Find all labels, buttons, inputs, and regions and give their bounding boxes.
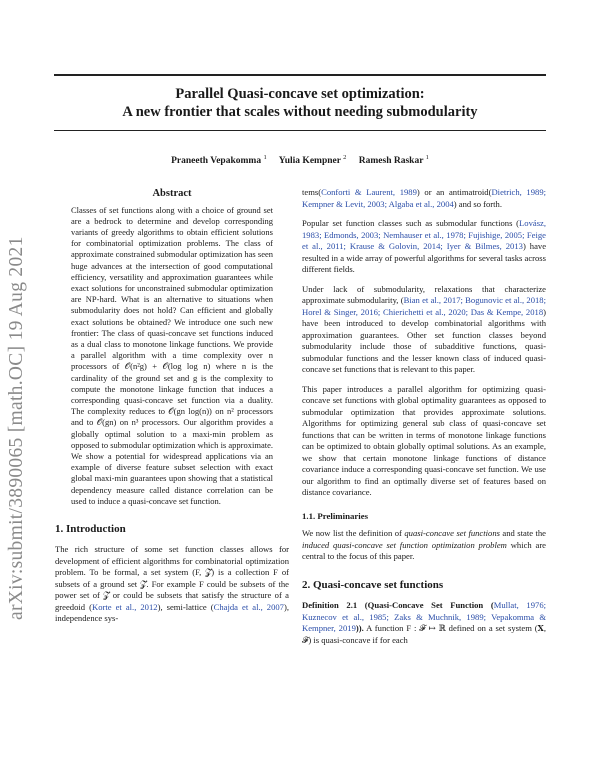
right-paragraph-2: Under lack of submodularity, relaxations that characterize approximate submodularity, (Bian et al., 2017; Bogunovic et al., 2018; Horel & Singer, 2016; Chierichetti et al., 2020; Das & Kempe, 2018) have been introduced to develop combinatorial algorithms with approximation guarantees. Other set function classes beyond submodularity include those of subadditive functions, quasi-submodular functions and the lesser known class of induced quasi-concave set functions that is relevant to this paper.	[302, 283, 546, 374]
citation-link[interactable]: Chajda et al., 2007	[213, 601, 284, 612]
arxiv-stamp: arXiv:submit/3890065 [math.OC] 19 Aug 2021	[6, 236, 27, 620]
preliminaries-paragraph: We now list the definition of quasi-concave set functions and state the induced quasi-concave set function optimization problem which are central to the focus of this paper.	[302, 528, 546, 561]
right-column	[302, 187, 546, 654]
right-paragraph-1: Popular set function classes such as submodular functions (Lovász, 1983; Edmonds, 2003; Nemhauser et al., 1978; Fujishige, 2005; Feige et al., 2011; Krause & Golovin, 2014; Iyer & Bilmes, 2013) have resulted in a wide array of powerful algorithms for several tasks across different fields.	[302, 218, 547, 274]
abstract-text: Classes of set functions along with a choice of ground set are a bedrock to determine and develop corresponding variants of greedy algorithms to obtain efficient solutions for combinatorial optimization problems. The class of approximate constrained submodular optimization has seen huge advances at the intersection of good computational efficiency, versatility and approximation guarantees while exact solutions for unconstrained submodular optimization are NP-hard. What is an alternative to situations when submodularity does not hold? Can efficient and globally exact solutions be obtained? We introduce one such new frontier: The class of quasi-concave set functions induced as a dual class to monotone linkage functions. We provide a parallel algorithm with a time complexity over n processors of 𝒪(n²g) + 𝒪(log log n) where n is the cardinality of the ground set and g is the complexity to compute the monotone linkage function that induces a corresponding quasi-concave set function via a duality. The complexity reduces to 𝒪(gn log(n)) on n² processors and to 𝒪(gn) on n³ processors. Our algorithm provides a globally optimal solution to a maxi-min problem as opposed to submodular optimization which is approximate. We show a potential for widespread applications via an example of diverse feature subset selection with exact global maxi-min guarantees upon showing that a statistical dependency measure called distance correlation can be used to induce a quasi-concave set function.	[71, 204, 273, 506]
section-2-heading: 2. Quasi-concave set functions	[302, 578, 444, 591]
definition-paragraph: Definition 2.1 (Quasi-Concave Set Function (Mullat, 1976; Kuznecov et al., 1985; Zaks & Muchnik, 1989; Vepakomma & Kempner, 2019)). A function F : 𝓕 ↦ ℝ defined on a set system (𝐗, 𝓕) is quasi-concave if for each	[302, 600, 546, 645]
author-list	[40, 154, 560, 166]
preliminaries-heading: 1.1. Preliminaries	[302, 510, 369, 521]
author-affiliation: 1	[263, 154, 267, 161]
left-column	[55, 188, 289, 633]
citation-link[interactable]: Lovász, 1983; Edmonds, 2003; Nemhauser et al., 1978; Fujishige, 2005; Feige et al., 2011; Krause & Golovin, 2014; Iyer & Bilmes, 2013	[302, 218, 546, 251]
abstract-heading: Abstract	[152, 188, 192, 199]
citation-link[interactable]: Conforti & Laurent, 1989	[321, 187, 417, 197]
author-name: Ramesh Raskar	[358, 156, 424, 167]
title-bottom-rule	[54, 130, 546, 131]
right-paragraph-0: tems(Conforti & Laurent, 1989) or an antimatroid(Dietrich, 1989; Kempner & Levit, 2003; Algaba et al., 2004) and so forth.	[302, 187, 546, 209]
citation-link[interactable]: Bian et al., 2017; Bogunovic et al., 2018; Horel & Singer, 2016; Chierichetti et al., 2020; Das & Kempe, 2018	[302, 295, 546, 317]
introduction-heading: 1. Introduction	[55, 522, 126, 535]
author-name: Praneeth Vepakomma	[171, 156, 262, 167]
citation-link[interactable]: Korte et al., 2012	[91, 601, 158, 612]
author-affiliation: 1	[425, 154, 429, 161]
citation-link[interactable]: Dietrich, 1989; Kempner & Levit, 2003; Algaba et al., 2004	[302, 187, 546, 209]
author-affiliation: 2	[343, 154, 347, 161]
title-top-rule	[54, 74, 546, 76]
paper-title	[40, 85, 560, 121]
right-paragraph-3: This paper introduces a parallel algorithm for optimizing quasi-concave set functions with global optimality guarantees as opposed to submodular optimization that provides approximate solutions. Algorithms for optimizing general sub class of quasi-concave set functions that can be written in terms of monotone linkage functions can be optimized to obtain globally optimal solutions. As an example, we show that certain monotone linkage functions of distance covariance induce a corresponding quasi-concave set function. We use our algorithm to find an optimally diverse set of features based on distance covariance.	[302, 383, 546, 497]
title-line-2: A new frontier that scales without needing submodularity	[122, 104, 478, 120]
citation-link[interactable]: Mullat, 1976; Kuznecov et al., 1985; Zaks & Muchnik, 1989; Vepakomma & Kempner, 2019	[302, 600, 546, 633]
intro-paragraph: The rich structure of some set function classes allows for development of efficient algorithms for combinatorial optimization problem. To be formal, a set system (F, 𝓩) is a collection F of subsets of a ground set 𝓩. For example F could be subsets of the power set of 𝓩 or could be subsets that satisfy the structure of a greedoid (Korte et al., 2012), semi-lattice (Chajda et al., 2007), independence sys-	[55, 544, 289, 624]
author-name: Yulia Kempner	[278, 156, 341, 167]
title-line-1: Parallel Quasi-concave set optimization:	[175, 86, 425, 102]
